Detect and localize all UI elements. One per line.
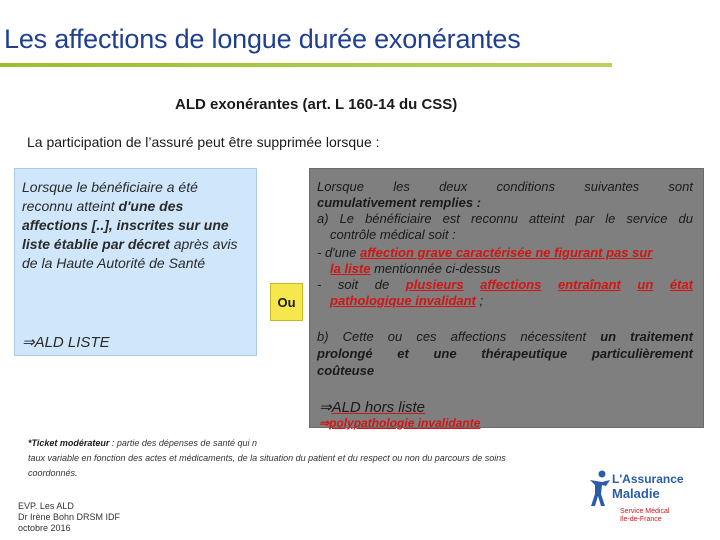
condition-intro-2: cumulativement remplies :: [317, 195, 481, 210]
slide-subtitle: ALD exonérantes (art. L 160-14 du CSS): [175, 96, 458, 113]
logo-text-line-2: Maladie: [612, 486, 660, 501]
ou-badge: Ou: [270, 283, 303, 321]
condition-a-2: contrôle médical soit :: [330, 227, 456, 242]
title-underline: [0, 63, 612, 67]
slide-title: Les affections de longue durée exonérantes: [4, 24, 521, 54]
logo-subtitle: [620, 508, 669, 524]
assurance-maladie-logo: [584, 468, 714, 538]
grave-highlight: affection grave caractérisée ne figurant pas sur: [359, 245, 653, 260]
pathologique-suffix: ;: [475, 293, 484, 308]
footnote-label: *Ticket modérateur: [28, 438, 110, 448]
ald-hors-liste-label: ALD hors liste: [331, 399, 425, 416]
ald-hors-liste-result: [319, 398, 425, 416]
affections-word: affections: [480, 277, 542, 292]
pathologique-highlight: pathologique invalidant: [330, 293, 476, 308]
ald-liste-text-b: après avis de la Haute Autorité de Santé: [22, 236, 238, 271]
arrow-icon: ⇒: [319, 416, 330, 430]
arrow-icon: ⇒: [319, 399, 332, 416]
polypathologie-label: polypathologie invalidante: [329, 416, 481, 430]
footnote-line-1: [28, 436, 668, 451]
condition-a-grave-2: [330, 261, 693, 277]
ald-liste-box: [14, 168, 257, 356]
condition-b-prefix: b) Cette ou ces affections nécessitent: [317, 329, 601, 344]
condition-a-plusieurs: [317, 277, 693, 293]
spacer-1: [464, 277, 481, 292]
un-word: un: [637, 277, 654, 292]
ald-liste-text-bold: d'une des affections [..], inscrites sur une liste établie par décret: [22, 198, 229, 252]
ald-liste-result: ⇒ALD LISTE: [22, 334, 110, 351]
etat-word: état: [669, 277, 693, 292]
grave-prefix: - d'une: [317, 245, 360, 260]
ald-liste-text-a: Lorsque le bénéficiaire a été reconnu atteint: [22, 179, 198, 214]
intro-text: La participation de l’assuré peut être supprimée lorsque :: [27, 134, 380, 150]
entrainant-word: entraînant: [557, 277, 621, 292]
ald-hors-liste-panel: [310, 169, 703, 430]
assurance-maladie-logo-icon: [584, 468, 612, 512]
polypathologie-result: [319, 416, 480, 430]
grave-highlight-2: la liste: [330, 261, 371, 276]
footnote-line-2: taux variable en fonction des actes et médicaments, de la situation du patient et du respect ou non du parcours de soins: [28, 453, 506, 463]
ald-hors-liste-box: [309, 168, 704, 428]
slide-footer: [18, 501, 120, 534]
footer-line-1: EVP. Les ALD: [18, 501, 74, 511]
plusieurs-word: plusieurs: [405, 277, 464, 292]
spacer-2: [541, 277, 558, 292]
condition-a-grave: [317, 245, 693, 261]
logo-text-line-1: L'Assurance: [612, 472, 684, 486]
spacer-4: [653, 277, 670, 292]
footnote-text: : partie des dépenses de santé qui n: [109, 438, 257, 448]
footer-line-3: octobre 2016: [18, 523, 71, 533]
spacer-3: [621, 277, 638, 292]
condition-b: [317, 329, 693, 345]
logo-sub-2: Ile-de-France: [620, 516, 662, 523]
footnote: [28, 436, 668, 481]
condition-b-bold: un traitement: [600, 329, 693, 344]
footnote-line-3: coordonnés.: [28, 468, 78, 478]
plusieurs-prefix: - soit de: [317, 277, 406, 292]
condition-a: a) Le bénéficiaire est reconnu atteint par le service du: [317, 211, 693, 226]
condition-b-2: prolongé et une thérapeutique particulièrement: [317, 346, 693, 361]
footer-line-2: Dr Irène Bohn DRSM IDF: [18, 512, 121, 522]
condition-intro: Lorsque les deux conditions suivantes sont: [317, 179, 693, 194]
logo-sub-1: Service Médical: [620, 508, 670, 515]
grave-suffix: mentionnée ci-dessus: [370, 261, 501, 276]
condition-a-plusieurs-2: [330, 293, 693, 309]
condition-b-3: coûteuse: [317, 363, 375, 378]
ald-liste-description: [22, 178, 250, 273]
